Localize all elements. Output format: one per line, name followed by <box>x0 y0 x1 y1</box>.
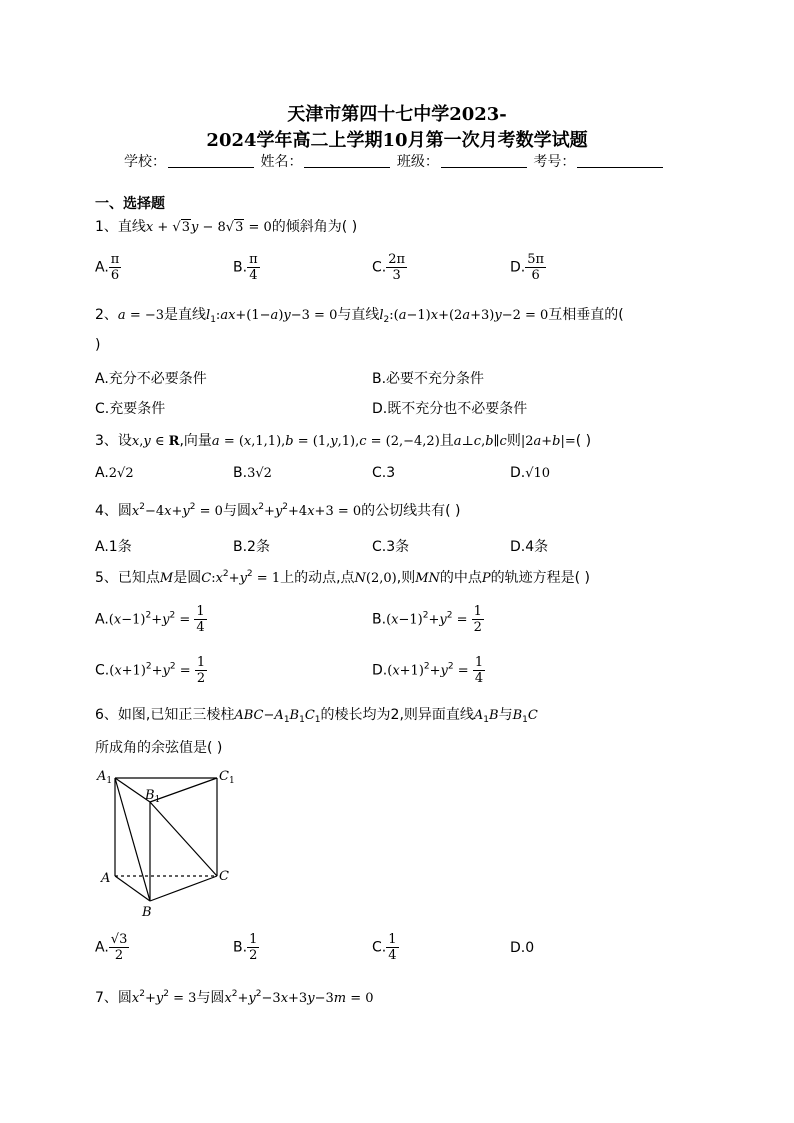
student-info-line <box>124 151 665 171</box>
question-2: 2、a = −3是直线$l_1:ax+(1-a)y-3 = 0$与直线$l_2:(a-1)x+(2a+3)y-2 = 0$互相垂直的( <box>95 307 624 325</box>
question-1: 1、直线x + √3y − 8√3 = 0的倾斜角为( ) <box>95 219 358 235</box>
q3-option-b[interactable]: B.3√2 <box>233 465 272 481</box>
q4-option-d[interactable]: D.4条 <box>510 539 549 555</box>
label-c1: $C_1$ <box>219 769 235 786</box>
q4-option-c[interactable]: C.3条 <box>372 539 410 555</box>
q1-option-d[interactable]: D. $\frac{5\pi}{6}$ <box>510 252 545 283</box>
question-5: 5、已知点M是圆$C:x^2+y^2 = 1$上的动点,点N(2,0),则MN的中点P的轨迹方程是( ) <box>95 569 591 586</box>
question-6-line-2: 所成角的余弦值是( ) <box>95 740 223 756</box>
prism-figure <box>95 766 245 921</box>
question-2-cont: ) <box>95 337 101 353</box>
school-label: 学校： <box>124 154 166 170</box>
section-title: 一、选择题 <box>95 196 165 212</box>
q5-option-d[interactable]: $D.(x+1)^2+y^2$ = $\frac{1}{4}$ <box>372 655 484 686</box>
id-blank[interactable] <box>577 153 663 168</box>
q2-option-c[interactable]: C.充要条件 <box>95 401 166 417</box>
q6-option-a[interactable]: A. $\frac{√3}{2}$ <box>95 932 128 963</box>
q2-option-d[interactable]: D.既不充分也不必要条件 <box>372 401 528 417</box>
q5-option-b[interactable]: $B.(x-1)^2+y^2$ = $\frac{1}{2}$ <box>372 604 482 635</box>
q1-option-b[interactable]: B. $\frac{\pi}{4}$ <box>233 252 258 283</box>
q5-option-c[interactable]: $C.(x+1)^2+y^2$ = $\frac{1}{2}$ <box>95 655 206 686</box>
name-blank[interactable] <box>304 153 390 168</box>
label-b: B <box>142 905 152 920</box>
label-c: C <box>219 869 229 884</box>
label-a1: $A_1$ <box>97 769 113 786</box>
q6-option-b[interactable]: B. $\frac{1}{2}$ <box>233 932 258 963</box>
q4-option-a[interactable]: A.1条 <box>95 539 132 555</box>
q1-option-a[interactable]: A. $\frac{\pi}{6}$ <box>95 252 120 283</box>
q1-option-c[interactable]: C. $\frac{2\pi}{3}$ <box>372 252 406 283</box>
question-4: 4、圆$x^2-4x+y^2 = 0$与圆$x^2+y^2+4x+3 = 0$的公切线共有( ) <box>95 502 461 519</box>
question-3: 3、设x,y ∈ R,向量a = (x,1,1),b = (1,y,1),c = (2,−4,2)且a⊥c,b∥c则|2a+b|=( ) <box>95 433 592 449</box>
label-a: A <box>101 871 111 886</box>
class-label: 班级： <box>396 154 439 170</box>
q3-option-d[interactable]: D.√10 <box>510 465 551 481</box>
q2-option-a[interactable]: A.充分不必要条件 <box>95 371 207 387</box>
title-line-2: 2024学年高二上学期10月第一次月考数学试题 <box>206 130 588 151</box>
name-label: 姓名： <box>260 154 303 170</box>
question-6: 6、如图,已知正三棱柱$ABC-A_1B_1C_1$的棱长均为2,则异面直线$A_1B$与$B_1C$ <box>95 707 538 725</box>
q3-option-c[interactable]: C.3 <box>372 465 396 481</box>
title-line-1: 天津市第四十七中学2023- <box>287 104 507 125</box>
class-blank[interactable] <box>441 153 527 168</box>
q4-option-b[interactable]: B.2条 <box>233 539 270 555</box>
label-b1: $B_1$ <box>145 788 161 805</box>
q5-option-a[interactable]: $A.(x-1)^2+y^2$ = $\frac{1}{4}$ <box>95 604 205 635</box>
q6-option-d[interactable]: D.0 <box>510 940 535 956</box>
q3-option-a[interactable]: A.2√2 <box>95 465 134 481</box>
question-7: 7、圆$x^2+y^2 = 3$与圆$x^2+y^2-3x+3y-3m = 0$ <box>95 989 374 1006</box>
q6-option-c[interactable]: C. $\frac{1}{4}$ <box>372 932 397 963</box>
school-blank[interactable] <box>168 153 254 168</box>
q2-option-b[interactable]: B.必要不充分条件 <box>372 371 485 387</box>
id-label: 考号： <box>533 154 576 170</box>
